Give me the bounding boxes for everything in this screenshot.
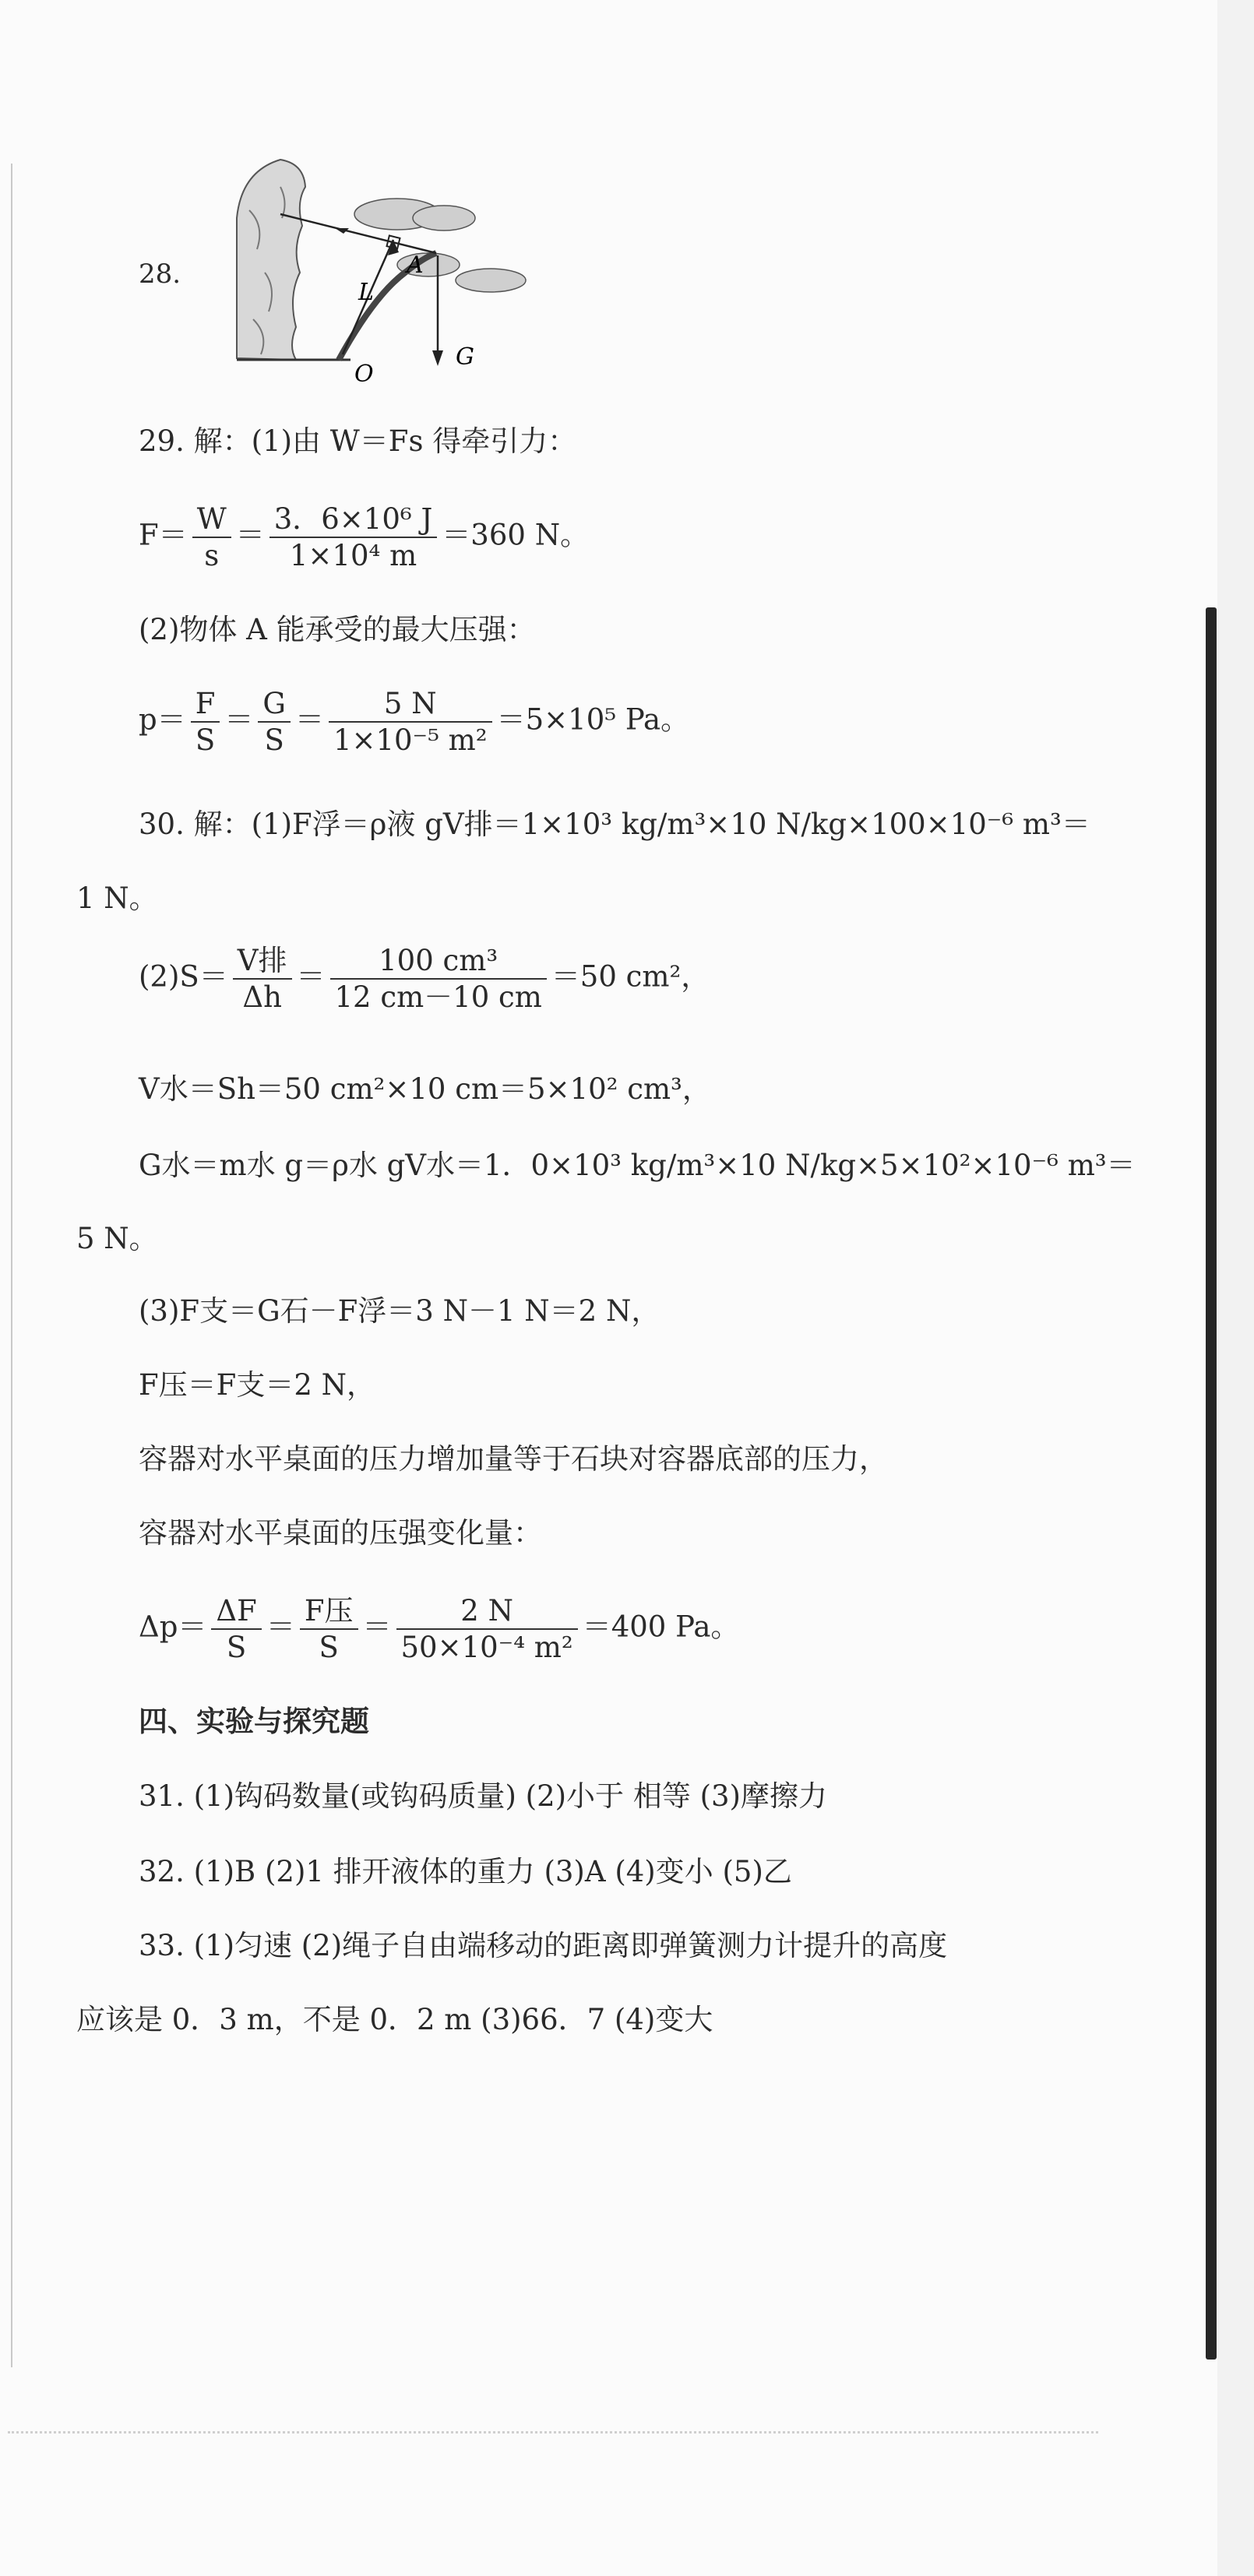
q30-line2: (2)S＝ $\frac{\text{V排}}{\Delta h}$ ＝ $\frac{\text{100 cm³}}{12 cm-10 cm}$ ＝50 cm²， bbox=[139, 944, 710, 1014]
q30-line6: F压＝F支＝2 N， bbox=[139, 1368, 376, 1402]
q30-line4b: 5 N。 bbox=[76, 1222, 158, 1255]
q30-line3: V水＝Sh＝50 cm²×10 cm＝5×10² cm³， bbox=[139, 1072, 711, 1106]
q32-answer: 32. (1)B (2)1 排开液体的重力 (3)A (4)变小 (5)乙 bbox=[139, 1855, 792, 1888]
left-margin-rule bbox=[11, 164, 12, 2367]
lever-diagram bbox=[234, 156, 545, 397]
q28-number: 28. bbox=[139, 259, 181, 290]
q29-intro: 29. 解：(1)由 W＝Fs 得牵引力： bbox=[139, 424, 577, 458]
section-heading: 四、实验与探究题 bbox=[139, 1704, 369, 1738]
q33-answer-line1: 33. (1)匀速 (2)绳子自由端移动的距离即弹簧测力计提升的高度 bbox=[139, 1929, 948, 1962]
bottom-dotted-rule bbox=[8, 2431, 1098, 2433]
q30-line7: 容器对水平桌面的压力增加量等于石块对容器底部的压力， bbox=[139, 1442, 888, 1476]
q29-equation-1: F＝ $\frac{W}{s}$ ＝ $\frac{\text{3．6×10⁶ J}}{\text{1×10⁴ m}}$ ＝360 N。 bbox=[139, 502, 590, 572]
q30-line4: G水＝m水 g＝ρ水 gV水＝1．0×10³ kg/m³×10 N/kg×5×10²×10⁻⁶ m³＝ bbox=[139, 1149, 1136, 1182]
q30-line9: Δp＝ $\frac{\Delta F}{S}$ ＝ $\frac{\text{F压}}{S}$ ＝ $\frac{2 N}{\text{50×10⁻⁴ m²}}$ ＝400 Pa。 bbox=[139, 1594, 740, 1664]
q30-line5: (3)F支＝G石－F浮＝3 N－1 N＝2 N， bbox=[139, 1294, 660, 1328]
q33-answer-line2: 应该是 0．3 m，不是 0．2 m (3)66．7 (4)变大 bbox=[76, 2003, 713, 2036]
label-O: O bbox=[354, 361, 374, 388]
q29-equation-2: p＝ $\frac{F}{S}$ ＝ $\frac{G}{S}$ ＝ $\frac{5 N}{\text{1×10⁻⁵ m²}}$ ＝5×10⁵ Pa。 bbox=[139, 687, 690, 757]
label-L: L bbox=[358, 279, 374, 306]
q30-line1: 30. 解：(1)F浮＝ρ液 gV排＝1×10³ kg/m³×10 N/kg×100×10⁻⁶ m³＝ bbox=[139, 808, 1090, 841]
page-edge-shadow bbox=[1217, 0, 1254, 2576]
q30-line8: 容器对水平桌面的压强变化量： bbox=[139, 1516, 542, 1550]
binding-edge bbox=[1206, 607, 1217, 2360]
label-A: A bbox=[407, 252, 424, 279]
q30-line1b: 1 N。 bbox=[76, 882, 158, 915]
q31-answer: 31. (1)钩码数量(或钩码质量) (2)小于 相等 (3)摩擦力 bbox=[139, 1779, 827, 1813]
label-G: G bbox=[456, 343, 474, 371]
q29-part2: (2)物体 A 能承受的最大压强： bbox=[139, 613, 536, 646]
